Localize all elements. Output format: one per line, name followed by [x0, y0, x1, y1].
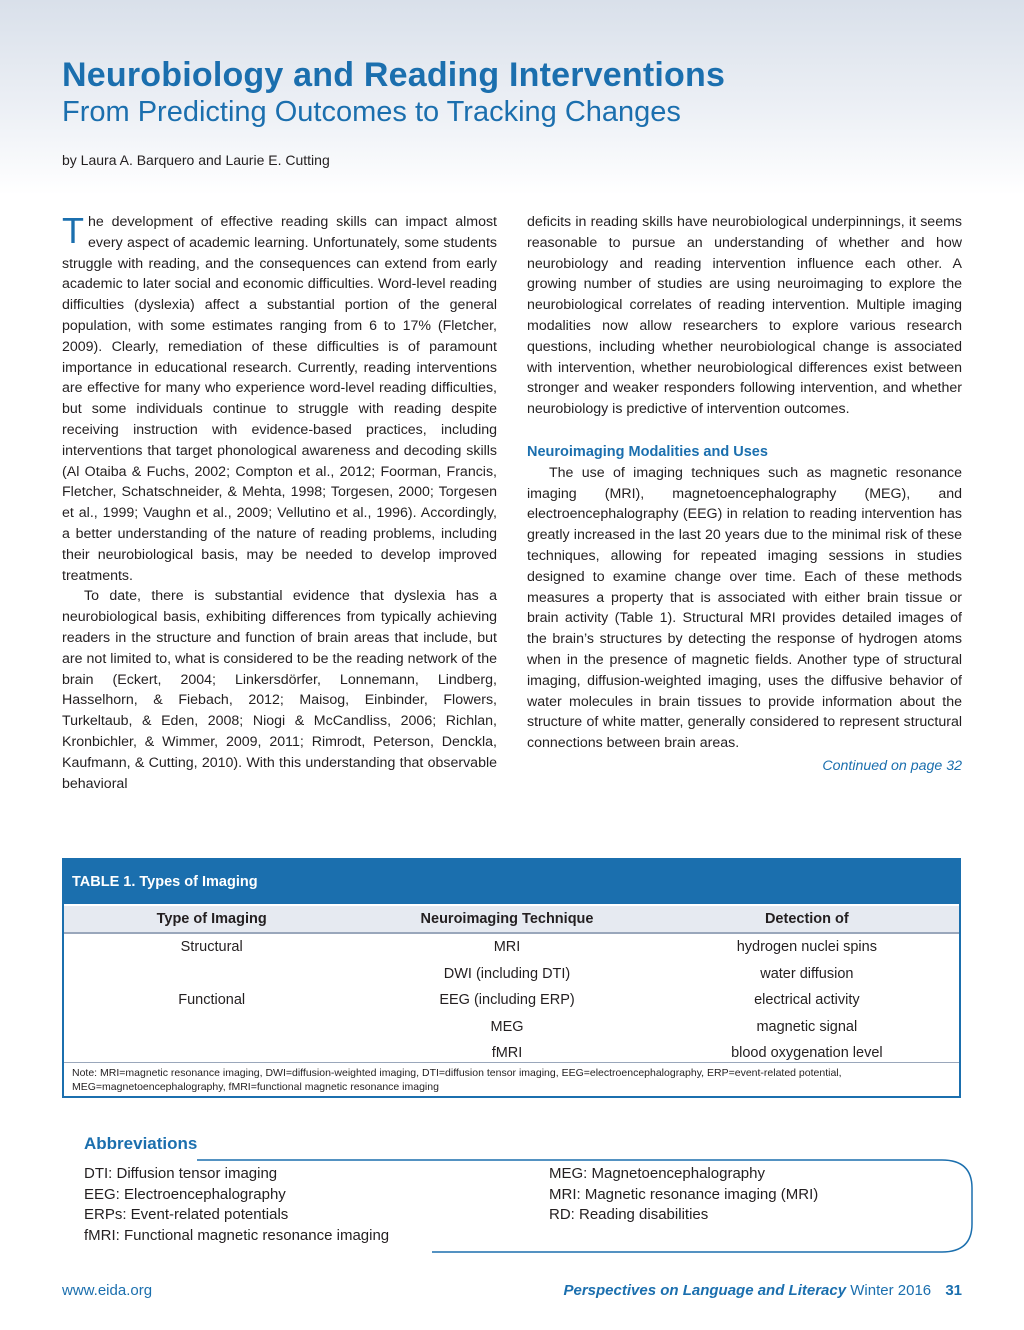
- paragraph-3: deficits in reading skills have neurobiological underpinnings, it seems reasonable to pursue an understanding of whether and how neurobiology and reading intervention influence each other. A growing number of studies are using neuroimaging to explore the neurobiological correlates of reading intervention. Multiple imaging modalities now allow researchers to explore various research questions, including whether neurobiological change is associated with intervention, whether neurobiological differences exist between stronger and weaker responders following intervention, and whether neurobiology is predictive of intervention outcomes.: [527, 214, 962, 418]
- abbreviation-item: DTI: Diffusion tensor imaging: [84, 1165, 278, 1182]
- table-header-row: [64, 905, 959, 933]
- intro-text: he development of effective reading skills can impact almost every aspect of academic learning. Unfortunately, some students struggle with reading, and the consequences can extend from early academic to later social and economic difficulties. Word-level reading difficulties (dyslexia) affect a substantial portion of the general population, with some estimates ranging from 6 to 17% (Fletcher, 2009). Clearly, remediation of these difficulties is of paramount importance in educational research. Currently, reading interventions are effective for many who experience word-level reading difficulties, but some individuals continue to struggle with reading despite receiving instruction with evidence-based practices, including interventions that target phonological awareness and decoding skills (Al Otaiba & Fuchs, 2002; Compton et al., 2012; Foorman, Francis, Fletcher, Schatschneider, & Mehta, 1998; Torgesen, 2000; Torgesen et al., 1999; Vaughn et al., 2009; Vellutino et al., 1996). Accordingly, a better understanding of the nature of reading problems, including their neurobiological basis, may be needed to develop improved treatments.: [62, 214, 497, 584]
- drop-cap: T: [62, 210, 84, 251]
- paragraph-2: To date, there is substantial evidence that dyslexia has a neurobiological basis, exhibiting differences from typically achieving readers in the structure and function of brain areas that include, but are not limited to, what is considered to be the reading network of the brain (Eckert, 2004; Linkersdörfer, Lonnemann, Lindberg, Hasselhorn, & Fiebach, 2012; Maisog, Einbinder, Flowers, Turkeltaub, & Eden, 2008; Niogi & McCandliss, 2006; Richlan, Kronbichler, & Wimmer, 2009, 2011; Rimrodt, Peterson, Denckla, Kaufmann, & Cutting, 2010). With this understanding that observable behavioral: [62, 588, 497, 792]
- footer-journal-info: [563, 1282, 962, 1299]
- abbreviations-heading: Abbreviations: [84, 1134, 198, 1153]
- journal-issue: Winter 2016: [850, 1282, 932, 1299]
- table-cell: water diffusion: [760, 965, 854, 982]
- abbreviation-item: MEG: Magnetoencephalography: [549, 1165, 765, 1182]
- table-cell: MRI: [493, 939, 521, 956]
- header-type-of-imaging: Type of Imaging: [64, 905, 359, 933]
- table-note: Note: MRI=magnetic resonance imaging, DWI=diffusion-weighted imaging, DTI=diffusion tensor imaging, EEG=electroencephalography, ERP=event-related potential, MEG=magnetoencephalography, fMRI=functional magnetic resonance imaging: [64, 1062, 959, 1096]
- abbreviation-item: ERPs: Event-related potentials: [84, 1206, 289, 1223]
- article-subtitle: From Predicting Outcomes to Tracking Changes: [62, 96, 681, 128]
- abbreviation-item: MRI: Magnetic resonance imaging (MRI): [549, 1185, 819, 1203]
- table-row: [64, 1014, 959, 1041]
- table-cell: DWI (including DTI): [443, 965, 571, 982]
- abbreviation-item: EEG: Electroencephalography: [84, 1185, 286, 1203]
- table-cell: hydrogen nuclei spins: [736, 939, 877, 956]
- footer-url-link[interactable]: www.eida.org: [62, 1282, 153, 1299]
- table-caption-text: Types of Imaging: [139, 874, 258, 890]
- table-cell: Functional: [178, 992, 246, 1009]
- table-cell: fMRI: [491, 1045, 523, 1062]
- table-cell: MEG: [490, 1018, 524, 1035]
- table-cell: magnetic signal: [756, 1018, 858, 1035]
- section-heading: Neuroimaging Modalities and Uses: [527, 443, 768, 460]
- table-cell: blood oxygenation level: [731, 1045, 883, 1062]
- header-neuroimaging-technique: Neuroimaging Technique: [359, 905, 654, 933]
- table-cell: Structural: [180, 939, 243, 956]
- page-number: 31: [945, 1282, 962, 1299]
- table-cell: [64, 1014, 359, 1041]
- abbreviation-item: fMRI: Functional magnetic resonance imaging: [84, 1226, 390, 1244]
- journal-name: Perspectives on Language and Literacy: [563, 1282, 847, 1299]
- byline: by Laura A. Barquero and Laurie E. Cutting: [62, 152, 330, 168]
- table-row: [64, 961, 959, 988]
- table-cell: electrical activity: [754, 992, 860, 1009]
- table-caption-number: TABLE 1.: [72, 874, 136, 890]
- paragraph-4: The use of imaging techniques such as magnetic resonance imaging (MRI), magnetoencephalography (MEG), and electroencephalography (EEG) in relation to reading intervention has greatly increased in the last 20 years due to the minimal risk of these techniques, allowing for repeated imaging sessions in studies designed to examine change over time. Each of these methods measures a property that is associated with either brain tissue or brain activity (Table 1). Structural MRI provides detailed images of the brain’s structures by detecting the response of hydrogen atoms when in the presence of magnetic fields. Another type of structural imaging, diffusion-weighted imaging, uses the diffusive behavior of water molecules in brain tissues to provide information about the structure of white matter, generally considered to represent structural connections between brain areas.: [527, 464, 962, 752]
- table-row: [64, 933, 959, 961]
- abbreviation-item: RD: Reading disabilities: [549, 1206, 709, 1223]
- table-row: [64, 987, 959, 1014]
- table-caption: [64, 860, 959, 904]
- left-column: [62, 212, 497, 794]
- article-title: Neurobiology and Reading Interventions: [62, 56, 726, 94]
- abbreviations-list-left: [84, 1164, 389, 1246]
- abbreviations-list-right: [549, 1164, 818, 1226]
- table-cell: [64, 961, 359, 988]
- imaging-table: [64, 904, 959, 1067]
- imaging-table-box: [62, 858, 961, 1098]
- continued-link[interactable]: Continued on page 32: [822, 757, 962, 774]
- table-cell: EEG (including ERP): [439, 992, 575, 1009]
- header-detection-of: Detection of: [655, 905, 959, 933]
- intro-paragraph: [62, 212, 497, 586]
- right-column: [527, 212, 962, 777]
